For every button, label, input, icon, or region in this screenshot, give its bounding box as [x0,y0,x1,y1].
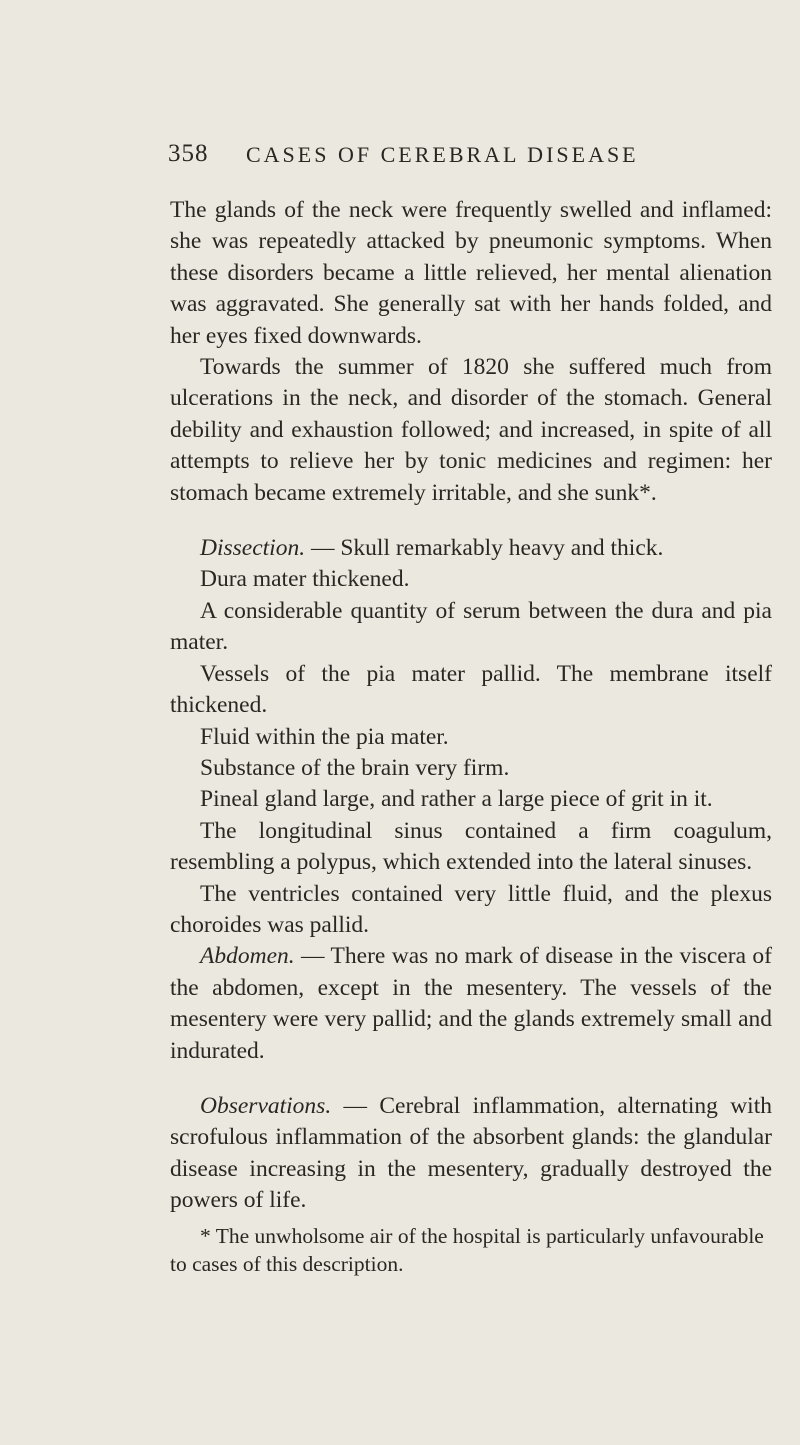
section-gap [170,509,772,533]
paragraph-serum: A considerable quantity of serum between the dura and pia mater. [170,597,772,656]
paragraph-ventricles: The ventricles contained very little fluid, and the plexus choroides was pallid. [170,880,772,938]
paragraph-summer: Towards the summer of 1820 she suffered much from ulcerations in the neck, and disorder of the stomach. General debility and exhaustion followed; and increased, in spite of all attempts to relieve her by tonic medicines and regimen: her stomach became extremely irritable, and she sunk*. [170,354,772,506]
page-body [170,195,772,1217]
paragraph-observations [170,1091,772,1217]
paragraph-fluid: Fluid within the pia mater. [200,723,449,750]
abdomen-text: — There was no mark of disease in the viscera of the abdomen, except in the mesentery. The vessels of the mesentery were very pallid; and the glands extremely small and indurated. [170,943,772,1064]
observations-text: — Cerebral inflammation, alternating with scrofulous inflammation of the absorbent glands: the glandular disease increasing in the mesentery, gradually destroyed the powers of life. [170,1092,772,1214]
paragraph-sinus: The longitudinal sinus contained a firm coagulum, resembling a polypus, which extended into the lateral sinuses. [170,817,772,876]
paragraph-substance: Substance of the brain very firm. [200,754,510,781]
footnote: * The unwholsome air of the hospital is particularly unfavourable to cases of this description. [170,1223,764,1276]
dissection-text: — Skull remarkably heavy and thick. [305,535,664,562]
page-number: 358 [168,140,209,167]
running-head: CASES OF CEREBRAL DISEASE [246,142,639,167]
paragraph-vessels: Vessels of the pia mater pallid. The membrane itself thickened. [170,660,772,719]
dissection-label: Dissection. [200,535,306,562]
abdomen-label: Abdomen. [200,943,295,970]
paragraph-dura: Dura mater thickened. [200,566,410,593]
paragraph-glands: The glands of the neck were frequently swelled and inflamed: she was repeatedly attacked by pneumonic symptoms. When these disorders became a little relieved, her mental alienation was aggravated. She generally sat with her hands folded, and her eyes fixed downwards. [170,197,772,349]
page-header [0,140,800,180]
paragraph-dissection [170,533,772,564]
observations-label: Observations. [200,1092,332,1119]
paragraph-pineal: Pineal gland large, and rather a large piece of grit in it. [200,786,713,813]
paragraph-abdomen [170,941,772,1067]
section-gap [170,1067,772,1091]
